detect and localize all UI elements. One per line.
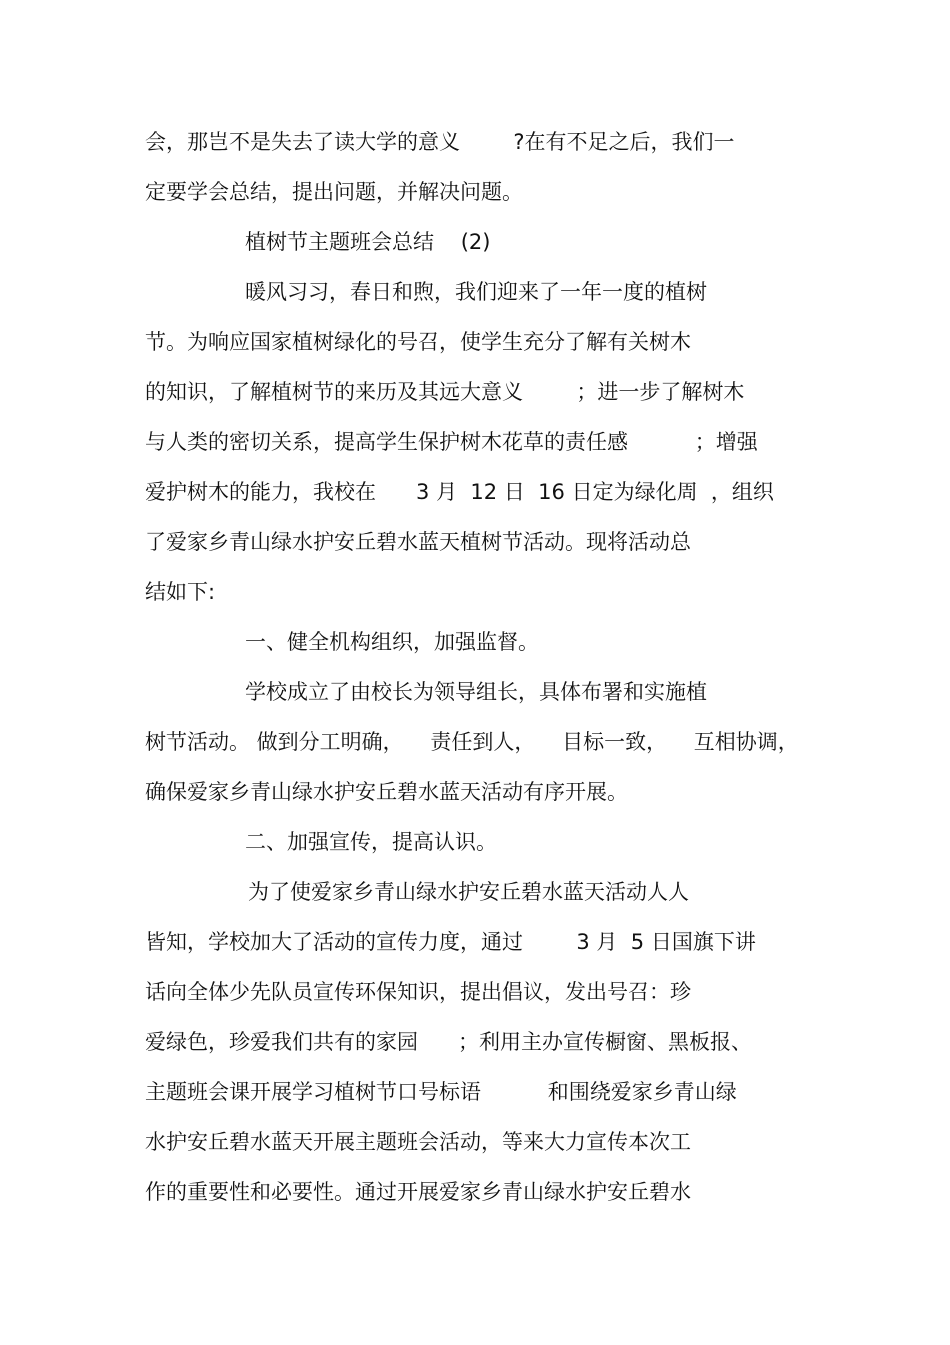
text-line: 学校成立了由校长为领导组长，具体布署和实施植 xyxy=(245,680,707,704)
text-line: 与人类的密切关系，提高学生保护树木花草的责任感 ；增强 xyxy=(145,430,758,454)
section-heading: 一、健全机构组织，加强监督。 xyxy=(245,630,539,654)
text-line: 节。为响应国家植树绿化的号召，使学生充分了解有关树木 xyxy=(145,330,691,354)
text-line: 结如下: xyxy=(145,580,216,604)
section-heading: 二、加强宣传，提高认识。 xyxy=(245,830,497,854)
text-line: 皆知，学校加大了活动的宣传力度，通过 3 月 5 日国旗下讲 xyxy=(145,930,756,954)
text-line: 了爱家乡青山绿水护安丘碧水蓝天植树节活动。现将活动总 xyxy=(145,530,691,554)
text-line: 会，那岂不是失去了读大学的意义 ?在有不足之后，我们一 xyxy=(145,130,735,154)
section-heading: 植树节主题班会总结 (2) xyxy=(245,230,491,254)
text-line: 作的重要性和必要性。通过开展爱家乡青山绿水护安丘碧水 xyxy=(145,1180,691,1204)
text-line: 定要学会总结，提出问题，并解决问题。 xyxy=(145,180,523,204)
text-line: 为了使爱家乡青山绿水护安丘碧水蓝天活动人人 xyxy=(248,880,689,904)
text-line: 水护安丘碧水蓝天开展主题班会活动，等来大力宣传本次工 xyxy=(145,1130,691,1154)
text-line: 确保爱家乡青山绿水护安丘碧水蓝天活动有序开展。 xyxy=(145,780,628,804)
text-line: 话向全体少先队员宣传环保知识，提出倡议，发出号召：珍 xyxy=(145,980,691,1004)
text-line: 主题班会课开展学习植树节口号标语 和围绕爱家乡青山绿 xyxy=(145,1080,737,1104)
text-line: 的知识，了解植树节的来历及其远大意义 ；进一步了解树木 xyxy=(145,380,745,404)
text-line: 爱护树木的能力，我校在 3 月 12 日 16 日定为绿化周 ，组织 xyxy=(145,480,774,504)
text-line: 爱绿色，珍爱我们共有的家园 ；利用主办宣传橱窗、黑板报、 xyxy=(145,1030,753,1054)
text-line: 暖风习习，春日和煦，我们迎来了一年一度的植树 xyxy=(245,280,707,304)
text-line: 树节活动。 做到分工明确， 责任到人， 目标一致， 互相协调， xyxy=(145,730,799,754)
